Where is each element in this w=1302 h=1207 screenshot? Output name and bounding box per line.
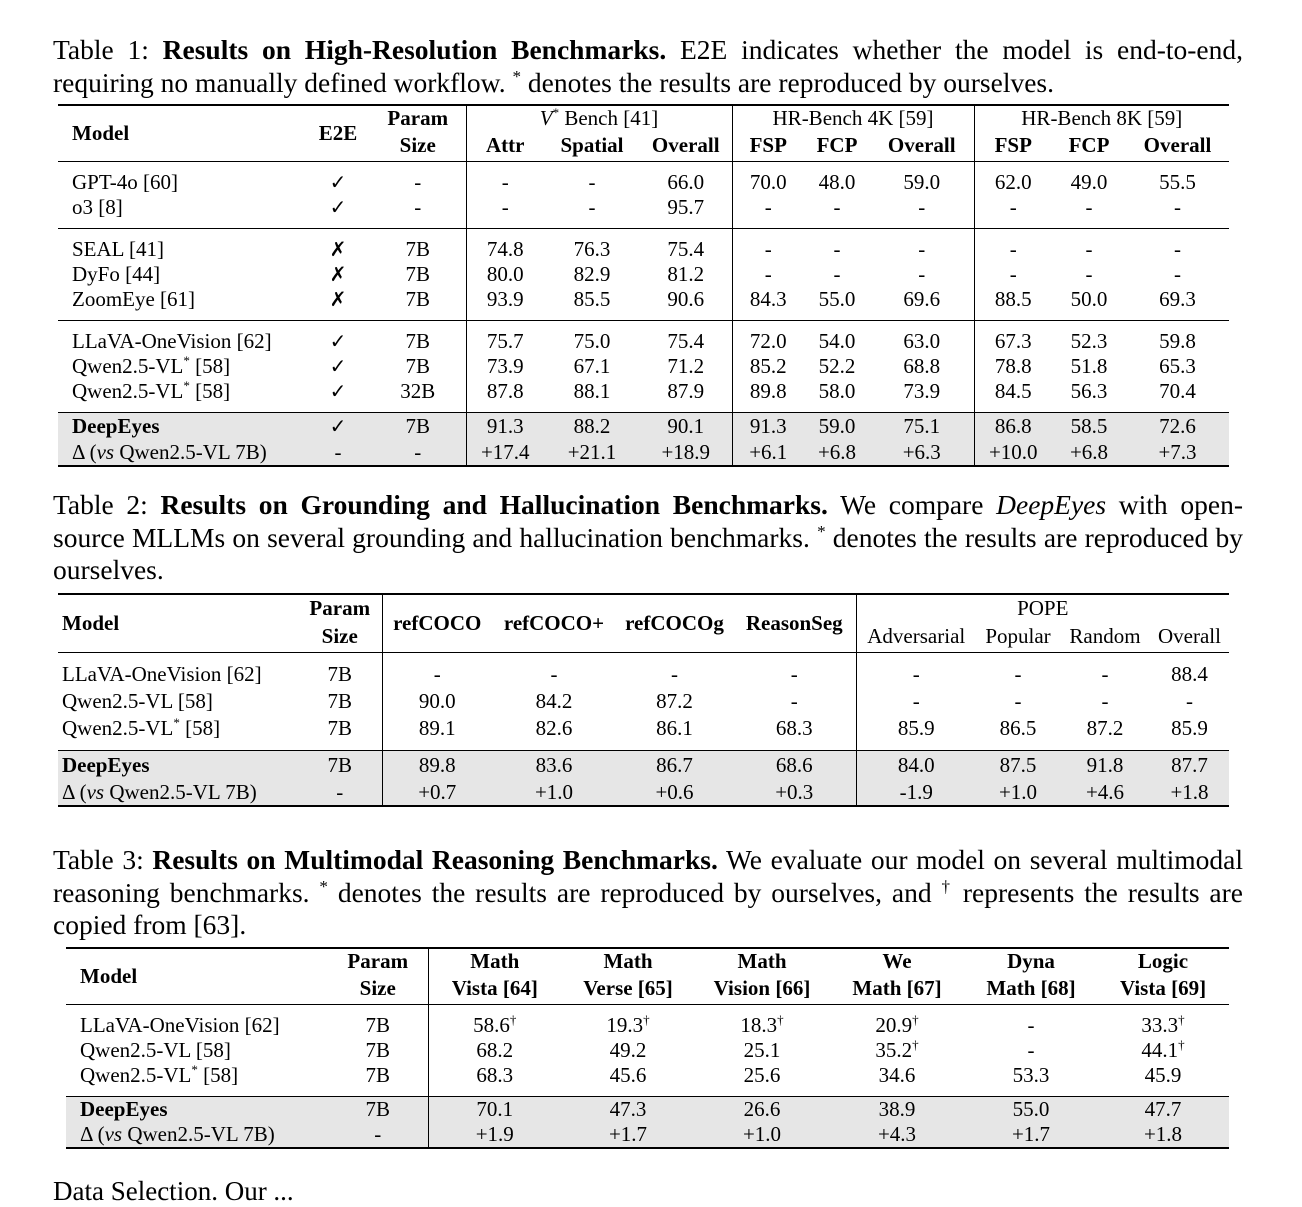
table-row-delta: Δ (vs Qwen2.5-VL 7B) - +0.7 +1.0 +0.6 +0.3 -1.9 +1.0 +4.6 +1.8 [58, 780, 1229, 806]
t2-header-refcoco: refCOCO [382, 594, 492, 652]
table-row: ZoomEye [61] ✗ 7B 93.9 85.5 90.6 84.3 55.0 69.6 88.5 50.0 69.3 [72, 286, 1196, 311]
t1-header-hr8k: HR-Bench 8K [59] [974, 105, 1229, 131]
t2-header-model: Model [62, 610, 120, 635]
t3-header-mathvista: Math [428, 948, 561, 974]
t1-header-overall-8k: Overall [1143, 133, 1212, 158]
t1-header-spatial: Spatial [560, 133, 624, 158]
t1-group-end-to-end [58, 320, 1229, 412]
table2-caption-title: Results on Grounding and Hallucination Benchmarks. [160, 489, 828, 520]
t1-header-model: Model [72, 120, 130, 145]
t2-header-overall: Overall [1158, 624, 1221, 649]
t2-header-random: Random [1069, 624, 1141, 649]
t2-group-baselines [58, 652, 1229, 750]
t1-header-overall-4k: Overall [887, 133, 956, 158]
table-row: LLaVA-OneVision [62] 7B - - - - - - - 88.4 [62, 661, 1208, 686]
t2-header-refcocop: refCOCO+ [503, 610, 605, 635]
t2-group-deepeyes [58, 750, 1229, 806]
table-row: o3 [8] ✓ - - - 95.7 - - - - - - [72, 194, 1181, 219]
table-row-delta: Δ (vs Qwen2.5-VL 7B) - +1.9 +1.7 +1.0 +4.3 +1.7 +1.8 [66, 1122, 1229, 1148]
table-row: GPT-4o [60] ✓ - - - 66.0 70.0 48.0 59.0 62.0 49.0 55.5 [72, 169, 1196, 194]
table-row: Qwen2.5-VL* [58] ✓ 7B 73.9 67.1 71.2 85.2 52.2 68.8 78.8 51.8 65.3 [72, 352, 1196, 378]
t3-header-mathvision: Math [737, 949, 787, 973]
table-row: Qwen2.5-VL* [58] 7B 68.3 45.6 25.6 34.6 53.3 45.9 [80, 1061, 1182, 1087]
t1-header-param: Param [387, 106, 449, 130]
t2-header-size: Size [321, 624, 358, 649]
t1-header-size: Size [399, 133, 436, 158]
t3-group-deepeyes [66, 1096, 1229, 1148]
t2-header-param: Param [309, 596, 371, 620]
table-row-delta: Δ (vs Qwen2.5-VL 7B) - - +17.4 +21.1 +18.9 +6.1 +6.8 +6.3 +10.0 +6.8 +7.3 [58, 440, 1229, 466]
t3-header-param: Param [347, 949, 409, 973]
t3-header-dynamath: Dyna [1007, 949, 1055, 973]
table-row: LLaVA-OneVision [62] 7B 58.6† 19.3† 18.3† 20.9† - 33.3† [80, 1011, 1185, 1037]
table-row: Qwen2.5-VL [58] 7B 90.0 84.2 87.2 - - - - - [62, 688, 1193, 713]
table1-caption-title: Results on High-Resolution Benchmarks. [162, 34, 667, 65]
t3-header-logicvista: Logic [1137, 949, 1189, 973]
table-row: Qwen2.5-VL* [58] 7B 89.1 82.6 86.1 68.3 85.9 86.5 87.2 85.9 [62, 714, 1208, 740]
t2-header-reasonseg: ReasonSeg [745, 610, 843, 635]
t1-header-overall: Overall [651, 133, 720, 158]
t2-header-adversarial: Adversarial [856, 622, 976, 652]
table-row: Qwen2.5-VL* [58] ✓ 32B 87.8 88.1 87.9 89.8 58.0 73.9 84.5 56.3 70.4 [72, 377, 1196, 403]
t1-header-e2e: E2E [318, 120, 358, 145]
t1-header-fcp-4k: FCP [816, 133, 858, 158]
t3-header-size: Size [359, 976, 396, 1001]
table2 [58, 593, 1229, 807]
t3-group-baselines [66, 1004, 1229, 1096]
t1-header-hr4k: HR-Bench 4K [59] [732, 105, 974, 131]
table-row: SEAL [41] ✗ 7B 74.8 76.3 75.4 - - - - - - [72, 236, 1181, 261]
table-row: DyFo [44] ✗ 7B 80.0 82.9 81.2 - - - - - - [72, 261, 1181, 286]
table-row: DeepEyes 7B 70.1 47.3 26.6 38.9 55.0 47.7 [66, 1096, 1229, 1122]
t2-header-popular: Popular [985, 624, 1051, 649]
table1 [58, 104, 1229, 467]
table2-caption: Table 2: Results on Grounding and Hallucination Benchmarks. We compare DeepEyes with open-source MLLMs on several grounding and hallucination benchmarks. * denotes the results are reproduced by ourselves. [53, 489, 1243, 585]
t3-header-model: Model [80, 963, 138, 988]
t1-header-fcp-8k: FCP [1068, 133, 1110, 158]
table3-caption: Table 3: Results on Multimodal Reasoning Benchmarks. We evaluate our model on several multimodal reasoning benchmarks. * denotes the results are reproduced by ourselves, and † represents the results are copied from [63]. [53, 844, 1243, 940]
t1-header-attr: Attr [466, 131, 544, 161]
next-paragraph-fragment: Data Selection. Our ... [53, 1176, 294, 1206]
t3-header-mathverse: Math [603, 949, 653, 973]
t2-header-refcocog: refCOCOg [625, 610, 724, 635]
table3: Model Param Math Math Math We Dyna Logic Size Vista [64] Verse [65] Vision [66] Math [67] Math [68] Vista [69] LLaVA-OneVision [62] 7B 58.6† 19.3† 18.3† 20.9† - 33.3† Qwen2.5-VL [58] 7B 68.2 49.2 25.1 35.2† - 44.1† Qwen2.5-VL* [58] 7B 68.3 45.6 25.6 34.6 53.3 45.9 DeepEyes 7B 70.1 47.3 26.6 38.9 55.0 47.7 Δ (vs Qwen2.5-VL 7B) - +1.9 +1.7 +1.0 +4.3 +1.7 +1.8 [66, 947, 1229, 1149]
t3-header-wemath: We [882, 949, 912, 973]
table3-caption-title: Results on Multimodal Reasoning Benchmarks. [152, 844, 718, 875]
t1-group-workflow [58, 228, 1229, 320]
table-row: Qwen2.5-VL [58] 7B 68.2 49.2 25.1 35.2† - 44.1† [80, 1036, 1185, 1062]
t1-header-fsp-4k: FSP [732, 131, 804, 161]
table-row: DeepEyes ✓ 7B 91.3 88.2 90.1 91.3 59.0 75.1 86.8 58.5 72.6 [58, 412, 1229, 440]
table-row: DeepEyes 7B 89.8 83.6 86.7 68.6 84.0 87.5 91.8 87.7 [58, 750, 1229, 780]
t1-header-fsp-8k: FSP [974, 131, 1052, 161]
t2-header-pope: POPE [856, 594, 1229, 622]
t1-group-deepeyes [58, 412, 1229, 466]
table-row: LLaVA-OneVision [62] ✓ 7B 75.7 75.0 75.4 72.0 54.0 63.0 67.3 52.3 59.8 [72, 328, 1196, 353]
t1-group-proprietary [58, 161, 1229, 228]
table1-caption: Table 1: Results on High-Resolution Benchmarks. E2E indicates whether the model is end-to-end, requiring no manually defined workflow. * denotes the results are reproduced by ourselves. [53, 34, 1243, 98]
t1-header-vbench: V* Bench [41] [466, 105, 732, 131]
